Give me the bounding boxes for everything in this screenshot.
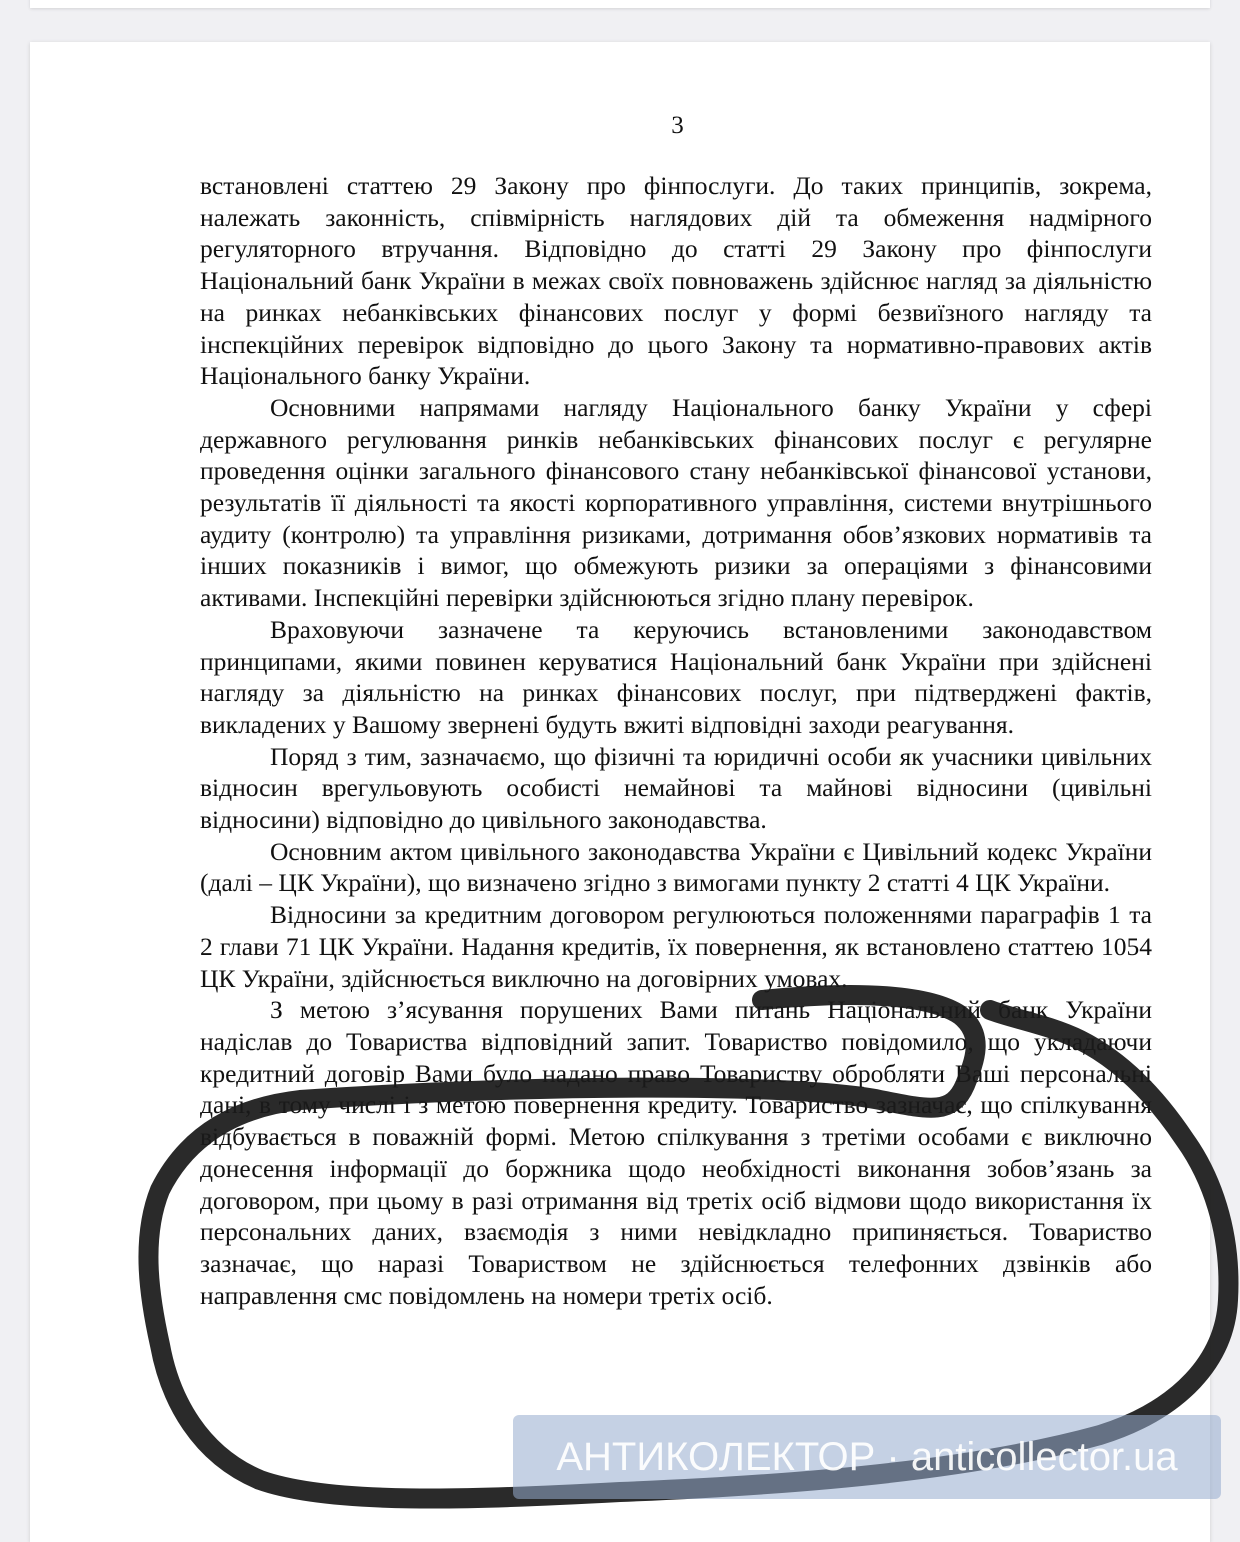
paragraph-1: встановлені статтею 29 Закону про фінпослуги. До таких принципів, зокрема, належать законність, співмірність наглядових дій та обмеження надмірного регуляторного втручання. Відповідно до статті 29 Закону про фінпослуги Національний банк України в межах своїх повноважень здійснює нагляд за діяльністю на ринках небанківських фінансових послуг у формі безвиїзного нагляду та інспекційних перевірок відповідно до цього Закону та нормативно-правових актів Національного банку України. bbox=[200, 171, 1152, 391]
document-page bbox=[30, 42, 1210, 1542]
watermark-banner: АНТИКОЛЕКТОР · anticollector.ua bbox=[513, 1415, 1221, 1499]
paragraph-2: Основними напрямами нагляду Національного банку України у сфері державного регулювання ринків небанківських фінансових послуг є регулярне проведення оцінки загального фінансового стану небанківської фінансової установи, результатів її діяльності та якості корпоративного управління, системи внутрішнього аудиту (контролю) та управління ризиками, дотримання обов’язкових нормативів та інших показників і вимог, що обмежують ризики за операціями з фінансовими активами. Інспекційні перевірки здійснюються згідно плану перевірок. bbox=[200, 392, 1152, 613]
paragraph-7-highlighted: З метою з’ясування порушених Вами питань Національний банк України надіслав до Товариства відповідний запит. Товариство повідомило, що укладаючи кредитний договір Вами було надано право Товариству обробляти Ваші персональні дані, в тому числі і з метою повернення кредиту. Товариство зазначає, що спілкування відбувається в поважній формі. Метою спілкування з третіми особами є виключно донесення інформації до боржника щодо необхідності виконання зобов’язань за договором, при цьому в разі отримання від третіх осіб відмови щодо використання їх персональних даних, взаємодія з ними невідкладно припиняється. Товариство зазначає, що наразі Товариством не здійснюється телефонних дзвінків або направлення смс повідомлень на номери третіх осіб. bbox=[200, 995, 1152, 1310]
paragraph-5: Основним актом цивільного законодавства України є Цивільний кодекс України (далі – ЦК України), що визначено згідно з вимогами пункту 2 статті 4 ЦК України. bbox=[200, 836, 1152, 898]
page-number: 3 bbox=[671, 112, 684, 139]
paragraph-6: Відносини за кредитним договором регулюються положеннями параграфів 1 та 2 глави 71 ЦК України. Надання кредитів, їх повернення, як встановлено статтею 1054 ЦК України, здійснюється виключно на договірних умовах. bbox=[200, 900, 1152, 993]
letter-body bbox=[200, 170, 1152, 1311]
previous-page-edge bbox=[30, 0, 1210, 8]
paragraph-4: Поряд з тим, зазначаємо, що фізичні та юридичні особи як учасники цивільних відносин врегульовують особисті немайнові та майнові відносини (цивільні відносини) відповідно до цивільного законодавства. bbox=[200, 741, 1152, 835]
paragraph-3: Враховуючи зазначене та керуючись встановленими законодавством принципами, якими повинен керуватися Національний банк України при здійснені нагляду за діяльністю на ринках фінансових послуг, при підтверджені фактів, викладених у Вашому звернені будуть вжиті відповідні заходи реагування. bbox=[200, 614, 1152, 739]
